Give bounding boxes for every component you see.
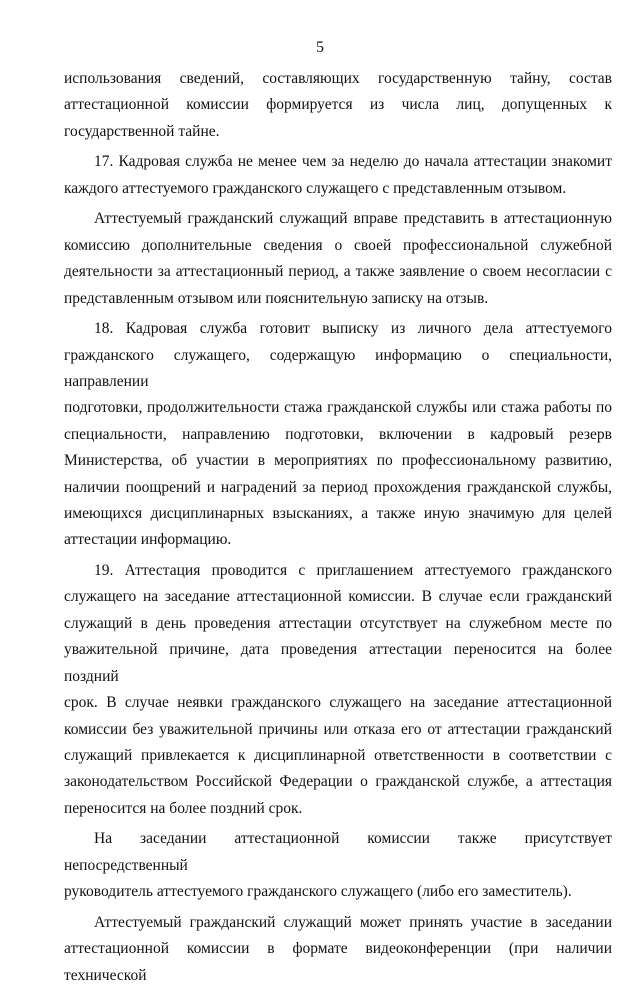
paragraph-line: служащего на заседание аттестационной комиссии. В случае если гражданский: [64, 588, 612, 606]
paragraph-line: комиссию дополнительные сведения о своей профессиональной служебной: [64, 236, 612, 254]
paragraph-line: 18. Кадровая служба готовит выписку из личного дела аттестуемого: [94, 320, 612, 338]
paragraph-line: комиссии без уважительной причины или отказа его от аттестации гражданский: [64, 720, 612, 738]
paragraph-line: законодательством Российской Федерации о гражданской службе, а аттестация: [64, 773, 612, 791]
paragraph-line: срок. В случае неявки гражданского служащего на заседание аттестационной: [64, 694, 612, 712]
paragraph-line: специальности, направлению подготовки, включении в кадровый резерв: [64, 425, 612, 443]
paragraph-line: гражданского служащего, содержащую информацию о специальности, направлении: [64, 346, 612, 391]
paragraph-line: подготовки, продолжительности стажа гражданской службы или стажа работы по: [64, 399, 612, 417]
paragraph-line: наличии поощрений и наградений за период прохождения гражданской службы,: [64, 478, 612, 496]
paragraph-line: руководитель аттестуемого гражданского служащего (либо его заместитель).: [64, 883, 572, 901]
paragraph-line: каждого аттестуемого гражданского служащего с представленным отзывом.: [64, 179, 567, 197]
paragraph-line: Аттестуемый гражданский служащий может принять участие в заседании: [94, 913, 612, 931]
page-number: 5: [316, 39, 324, 56]
paragraph-line: уважительной причине, дата проведения аттестации переносится на более поздний: [64, 641, 612, 685]
paragraph-line: государственной тайне.: [64, 122, 220, 140]
paragraph-line: Аттестуемый гражданский служащий вправе представить в аттестационную: [94, 210, 612, 228]
document-body: [64, 66, 612, 989]
paragraph-line: аттестационной комиссии в формате видеоконференции (при наличии технической: [64, 940, 612, 984]
paragraph-line: служащий привлекается к дисциплинарной ответственности в соответствии с: [64, 746, 612, 764]
paragraph-line: 17. Кадровая служба не менее чем за неделю до начала аттестации знакомит: [94, 153, 612, 171]
paragraph-line: На заседании аттестационной комиссии также присутствует непосредственный: [64, 830, 612, 874]
paragraph-line: аттестации информацию.: [64, 531, 232, 549]
paragraph-line: Министерства, об участии в мероприятиях по профессиональному развитию,: [64, 452, 612, 470]
paragraph-line: 19. Аттестация проводится с приглашением аттестуемого гражданского: [94, 562, 612, 580]
paragraph-line: переносится на более поздний срок.: [64, 799, 303, 817]
paragraph-line: использования сведений, составляющих государственную тайну, состав: [64, 70, 612, 87]
paragraph-line: деятельности за аттестационный период, а также заявление о своем несогласии с: [64, 263, 612, 281]
paragraph-line: имеющихся дисциплинарных взысканиях, а также иную значимую для целей: [64, 505, 612, 523]
paragraph-line: служащий в день проведения аттестации отсутствует на служебном месте по: [64, 614, 612, 632]
paragraph-line: представленным отзывом или пояснительную записку на отзыв.: [64, 289, 489, 307]
paragraph-line: аттестационной комиссии формируется из числа лиц, допущенных к: [64, 96, 612, 114]
